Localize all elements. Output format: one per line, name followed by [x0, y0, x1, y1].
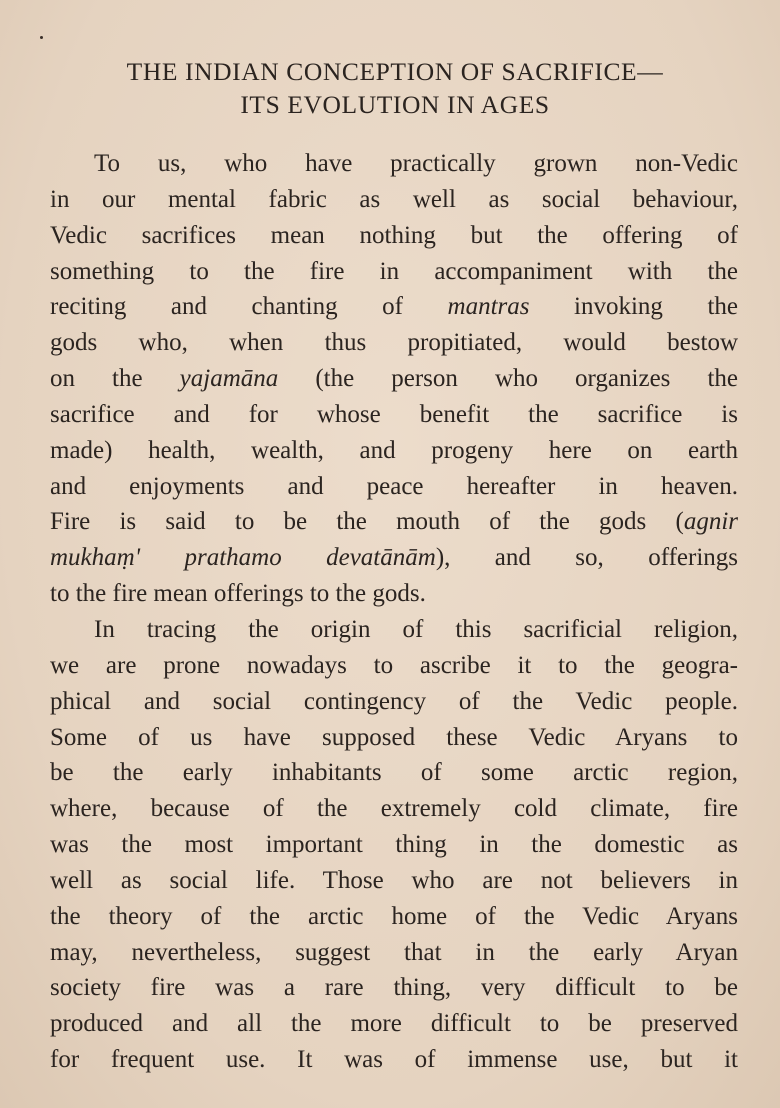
text-segment: sacrifice and for whose benefit the sacrifice is: [50, 400, 738, 428]
text-segment: To us, who have practically grown non-Vedic: [94, 150, 738, 177]
text-line: [50, 397, 738, 433]
paragraph: [50, 146, 738, 612]
text-segment: Fire is said to be the mouth of the gods (: [50, 508, 684, 536]
text-segment: Some of us have supposed these Vedic Aryans to: [50, 723, 738, 751]
body-text: [50, 146, 738, 1078]
text-segment: In tracing the origin of this sacrificial religion,: [94, 615, 738, 643]
text-segment: society fire was a rare thing, very difficult to be: [50, 974, 738, 1002]
text-segment: to the fire mean offerings to the gods.: [50, 580, 426, 608]
text-segment: was the most important thing in the domestic as: [50, 831, 738, 859]
text-line: [50, 289, 738, 325]
chapter-title-line-1: THE INDIAN CONCEPTION OF SACRIFICE—: [126, 57, 664, 86]
text-segment: something to the fire in accompaniment with the: [50, 257, 738, 285]
text-segment: well as social life. Those who are not believers in: [50, 866, 738, 894]
text-segment: and enjoyments and peace hereafter in heaven.: [50, 472, 738, 500]
text-segment: for frequent use. It was of immense use, but it: [50, 1046, 738, 1074]
text-line: [50, 254, 738, 290]
text-line: [50, 684, 738, 720]
text-segment: where, because of the extremely cold climate, fire: [50, 795, 738, 823]
text-segment: produced and all the more difficult to be preserved: [50, 1010, 738, 1038]
text-line: [50, 899, 738, 935]
text-line: [50, 612, 738, 648]
italic-term: mukhaṃ' prathamo devatānām: [50, 544, 436, 572]
text-segment: invoking the: [529, 293, 738, 321]
text-segment: phical and social contingency of the Vedic people.: [50, 687, 738, 715]
text-segment: on the: [50, 365, 180, 393]
text-line: [50, 433, 738, 469]
text-segment: made) health, wealth, and progeny here on earth: [50, 436, 738, 464]
text-line: [50, 935, 738, 971]
text-line: [50, 791, 738, 827]
text-line: [50, 827, 738, 863]
text-line: [50, 970, 738, 1006]
text-line: [50, 361, 738, 397]
text-segment: gods who, when thus propitiated, would bestow: [50, 329, 738, 357]
chapter-title-line-2: ITS EVOLUTION IN AGES: [240, 90, 550, 119]
text-segment: (the person who organizes the: [278, 365, 738, 393]
chapter-title: [40, 55, 750, 121]
text-line: [50, 325, 738, 361]
text-segment: may, nevertheless, suggest that in the early Aryan: [50, 938, 738, 966]
text-line: [50, 469, 738, 505]
italic-term: mantras: [447, 293, 530, 321]
text-segment: the theory of the arctic home of the Vedic Aryans: [50, 902, 738, 930]
text-line: [50, 1042, 738, 1078]
paragraph: [50, 612, 738, 1078]
text-line: [50, 720, 738, 756]
text-segment: Vedic sacrifices mean nothing but the offering of: [50, 221, 738, 249]
text-line: [50, 863, 738, 899]
text-line: [50, 648, 738, 684]
text-line: [50, 182, 738, 218]
italic-term: yajamāna: [179, 365, 279, 393]
text-segment: ), and so, offerings: [435, 544, 738, 572]
text-segment: in our mental fabric as well as social behaviour,: [50, 185, 738, 213]
text-segment: we are prone nowadays to ascribe it to the geogra-: [50, 651, 738, 679]
text-segment: reciting and chanting of: [50, 293, 448, 321]
italic-term: agnir: [683, 508, 738, 536]
text-segment: be the early inhabitants of some arctic region,: [50, 759, 738, 787]
ink-speck: [40, 36, 43, 39]
text-line: [50, 146, 738, 182]
text-line: [50, 218, 738, 254]
text-line: [50, 540, 738, 576]
text-line: [50, 1006, 738, 1042]
text-line: [50, 576, 738, 612]
text-line: [50, 504, 738, 540]
text-line: [50, 755, 738, 791]
